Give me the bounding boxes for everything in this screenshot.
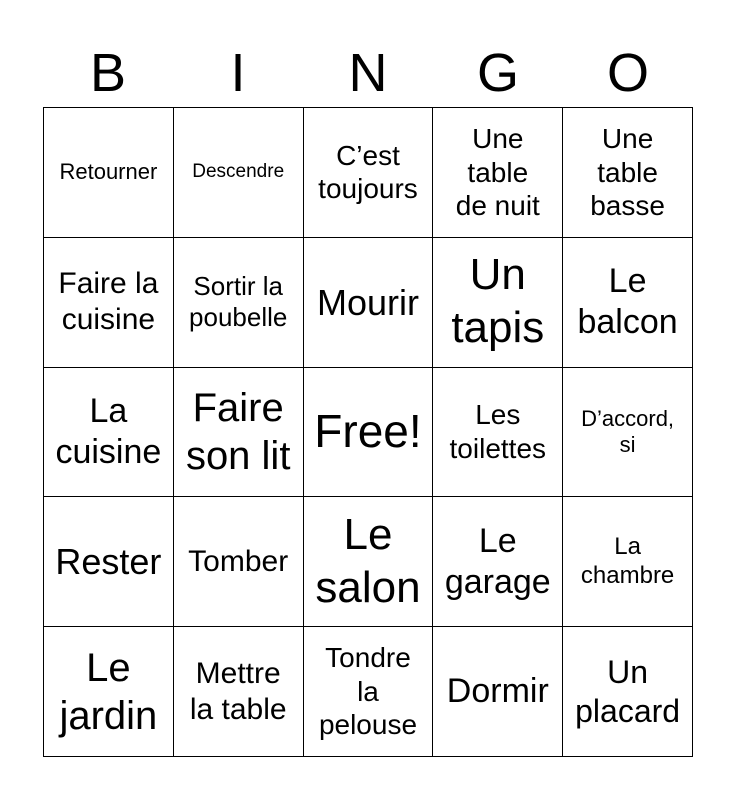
bingo-cell-text: Faire la cuisine	[58, 267, 159, 337]
bingo-cell-text: Faire son lit	[185, 385, 291, 478]
bingo-cell[interactable]	[433, 368, 563, 498]
bingo-cell-text: Le jardin	[59, 645, 158, 738]
bingo-cell[interactable]	[44, 368, 174, 498]
bingo-cell-text: Tondre la pelouse	[318, 642, 418, 741]
bingo-cell-text: Une table de nuit	[455, 123, 540, 222]
bingo-cell[interactable]	[174, 368, 304, 498]
bingo-cell-text: Retourner	[59, 159, 158, 185]
bingo-cell-text: Dormir	[446, 672, 549, 711]
bingo-cell-free[interactable]	[304, 368, 434, 498]
bingo-cell[interactable]	[433, 627, 563, 757]
bingo-cell-text: Tomber	[188, 544, 289, 578]
bingo-cell[interactable]	[563, 238, 693, 368]
bingo-cell-text: Les toilettes	[449, 399, 547, 464]
bingo-cell-text: D’accord, si	[581, 405, 675, 457]
bingo-cell[interactable]	[44, 497, 174, 627]
bingo-cell-text: Le garage	[444, 521, 551, 601]
header-letter-n: N	[348, 43, 388, 103]
bingo-cell[interactable]	[433, 108, 563, 238]
bingo-cell[interactable]	[44, 108, 174, 238]
header-letter-g: G	[476, 43, 519, 103]
bingo-cell[interactable]	[304, 238, 434, 368]
bingo-card-grid	[43, 107, 693, 757]
bingo-header	[43, 40, 693, 106]
bingo-cell[interactable]	[563, 108, 693, 238]
bingo-cell-text: Rester	[55, 541, 162, 583]
bingo-cell[interactable]	[563, 368, 693, 498]
bingo-cell-text: Free!	[314, 405, 422, 458]
bingo-cell[interactable]	[174, 627, 304, 757]
bingo-cell-text: Mourir	[316, 281, 419, 323]
header-letter-i: I	[230, 43, 246, 103]
bingo-cell-text: Mettre la table	[189, 656, 287, 726]
bingo-cell[interactable]	[433, 497, 563, 627]
bingo-cell-text: La cuisine	[55, 392, 162, 471]
bingo-cell[interactable]	[433, 238, 563, 368]
bingo-cell[interactable]	[44, 627, 174, 757]
bingo-cell-text: C’est toujours	[318, 139, 418, 205]
bingo-cell[interactable]	[44, 238, 174, 368]
bingo-cell[interactable]	[563, 627, 693, 757]
bingo-cell-text: Un placard	[575, 654, 681, 729]
bingo-cell[interactable]	[174, 497, 304, 627]
bingo-cell[interactable]	[304, 627, 434, 757]
bingo-cell-text: La chambre	[580, 532, 675, 589]
bingo-cell-text: Le balcon	[577, 262, 678, 342]
bingo-cell-text: Descendre	[192, 161, 285, 182]
bingo-cell-text: Sortir la poubelle	[189, 271, 288, 333]
header-letter-o: O	[606, 43, 649, 103]
bingo-cell-text: Le salon	[315, 509, 421, 612]
header-letter-b: B	[89, 43, 127, 103]
bingo-cell[interactable]	[563, 497, 693, 627]
bingo-cell[interactable]	[174, 108, 304, 238]
bingo-cell-text: Une table basse	[590, 123, 665, 222]
bingo-cell[interactable]	[174, 238, 304, 368]
bingo-cell[interactable]	[304, 497, 434, 627]
bingo-cell-text: Un tapis	[451, 250, 545, 353]
bingo-cell[interactable]	[304, 108, 434, 238]
